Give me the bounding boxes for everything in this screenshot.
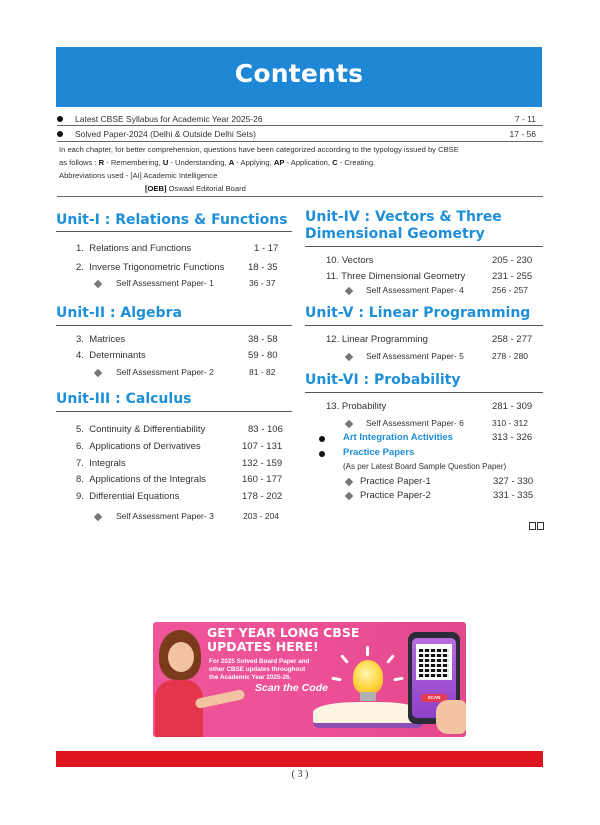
lightbulb-base	[360, 692, 376, 701]
lightbulb-icon	[353, 660, 383, 694]
unit-heading-3[interactable]: Unit-III : Calculus	[56, 391, 192, 407]
diamond-icon	[345, 478, 353, 486]
note-code: U	[162, 158, 169, 167]
divider	[305, 325, 543, 326]
practice-paper-label: Practice Paper-2	[360, 490, 431, 501]
contents-header	[56, 47, 542, 107]
divider	[305, 392, 543, 393]
scan-the-code-text: Scan the Code	[255, 682, 328, 694]
bullet-icon	[57, 131, 63, 137]
banner-title-line: GET YEAR LONG CBSE	[207, 625, 360, 640]
sap-label: Self Assessment Paper- 1	[116, 278, 214, 288]
note-text: - Understanding,	[168, 158, 229, 167]
note-text: as follows :	[59, 158, 99, 167]
footer-bar	[56, 751, 543, 767]
diamond-icon	[345, 287, 353, 295]
note-code: C	[332, 158, 338, 167]
diamond-icon	[345, 353, 353, 361]
chapter-label: 11. Three Dimensional Geometry	[326, 271, 466, 282]
banner-title-line: UPDATES HERE!	[207, 639, 319, 654]
divider	[57, 141, 543, 142]
chapter-label: 9. Differential Equations	[76, 491, 180, 502]
chapter-label: 5. Continuity & Differentiability	[76, 424, 206, 435]
unit-heading-6[interactable]: Unit-VI : Probability	[305, 372, 461, 388]
page-number: ( 3 )	[291, 769, 309, 780]
banner-title	[207, 626, 367, 654]
diamond-icon	[94, 513, 102, 521]
note-code: AP	[273, 158, 285, 167]
sap-label: Self Assessment Paper- 6	[366, 418, 464, 428]
sap-pages: 203 - 204	[243, 511, 279, 521]
note-line: Abbreviations used - [AI] Academic Intelligence	[59, 171, 218, 180]
chapter-row[interactable]	[326, 334, 543, 348]
practice-paper-pages: 331 - 335	[493, 490, 534, 501]
cbse-updates-banner[interactable]	[153, 622, 466, 737]
chapter-row[interactable]	[76, 424, 292, 438]
art-integration-row[interactable]	[319, 432, 543, 446]
item-label: Solved Paper-2024 (Delhi & Outside Delhi Sets)	[75, 129, 256, 139]
note-line	[59, 182, 545, 195]
unit-heading-4[interactable]	[305, 209, 502, 243]
bullet-icon	[57, 116, 63, 122]
diamond-icon	[94, 280, 102, 288]
chapter-row[interactable]	[76, 491, 292, 505]
item-pages: 7 - 11	[514, 114, 536, 124]
scan-button[interactable]: SCAN	[421, 694, 447, 702]
chapter-pages: 1 - 17	[254, 243, 279, 254]
sap-row[interactable]	[344, 351, 543, 365]
sap-label: Self Assessment Paper- 3	[116, 511, 214, 521]
banner-subtitle-line: other CBSE updates throughout	[209, 666, 306, 673]
sap-row[interactable]	[94, 278, 292, 292]
unit-heading-2[interactable]: Unit-II : Algebra	[56, 305, 182, 321]
divider	[57, 196, 543, 197]
note-line	[59, 156, 545, 169]
sap-label: Self Assessment Paper- 2	[116, 367, 214, 377]
sap-pages: 310 - 312	[492, 418, 528, 428]
item-pages: 17 - 56	[509, 129, 536, 139]
sap-pages: 278 - 280	[492, 351, 528, 361]
note-code: R	[98, 158, 105, 167]
chapter-row[interactable]	[326, 401, 543, 415]
banner-subtitle-line: For 2025 Solved Board Paper and	[209, 658, 310, 665]
diamond-icon	[94, 369, 102, 377]
light-ray	[366, 646, 369, 656]
chapter-pages: 38 - 58	[248, 334, 278, 345]
chapter-pages: 160 - 177	[242, 474, 283, 485]
sap-row[interactable]	[344, 285, 543, 299]
item-label: Latest CBSE Syllabus for Academic Year 2025-26	[75, 114, 263, 124]
unit-heading-line: Dimensional Geometry	[305, 226, 485, 242]
chapter-label: 7. Integrals	[76, 458, 126, 469]
chapter-pages: 59 - 80	[248, 350, 278, 361]
sap-row[interactable]	[94, 511, 292, 525]
chapter-row[interactable]	[76, 334, 292, 348]
chapter-label: 13. Probability	[326, 401, 387, 412]
bullet-icon	[319, 436, 325, 442]
practice-papers-row[interactable]	[319, 447, 543, 461]
note-line: In each chapter, for better comprehension, questions have been categorized according to the typology issued by CBSE	[59, 145, 459, 154]
chapter-pages: 231 - 255	[492, 271, 533, 282]
diamond-icon	[345, 420, 353, 428]
sap-pages: 81 - 82	[249, 367, 276, 377]
note-code: A	[228, 158, 235, 167]
unit-heading-1[interactable]: Unit-I : Relations & Functions	[56, 212, 288, 228]
chapter-row[interactable]	[326, 255, 543, 269]
chapter-row[interactable]	[326, 271, 543, 285]
chapter-pages: 107 - 131	[242, 441, 283, 452]
note-text: - Creating.	[337, 158, 376, 167]
sap-pages: 256 - 257	[492, 285, 528, 295]
sap-label: Self Assessment Paper- 4	[366, 285, 464, 295]
girl-body	[155, 680, 203, 737]
practice-note	[343, 462, 543, 476]
unit-heading-line: Unit-IV : Vectors & Three	[305, 209, 502, 225]
chapter-label: 4. Determinants	[76, 350, 146, 361]
chapter-label: 2. Inverse Trigonometric Functions	[76, 262, 225, 273]
chapter-label: 1. Relations and Functions	[76, 243, 192, 254]
chapter-row[interactable]	[76, 441, 292, 455]
open-book-icon	[313, 702, 423, 728]
note-text: - Applying,	[234, 158, 274, 167]
practice-note-text: (As per Latest Board Sample Question Paper)	[343, 462, 507, 471]
hand-illustration	[436, 700, 466, 734]
practice-paper-row[interactable]	[344, 476, 543, 490]
chapter-label: 12. Linear Programming	[326, 334, 428, 345]
sap-pages: 36 - 37	[249, 278, 276, 288]
divider	[56, 411, 292, 412]
bullet-icon	[319, 451, 325, 457]
unit-heading-5[interactable]: Unit-V : Linear Programming	[305, 305, 531, 321]
note-text: - Remembering,	[104, 158, 163, 167]
chapter-label: 6. Applications of Derivatives	[76, 441, 201, 452]
chapter-row[interactable]	[76, 350, 292, 364]
sap-label: Self Assessment Paper- 5	[366, 351, 464, 361]
practice-papers-label: Practice Papers	[343, 447, 415, 458]
chapter-row[interactable]	[76, 262, 292, 276]
qr-code-pattern	[419, 647, 449, 677]
sap-row[interactable]	[344, 418, 543, 432]
divider	[56, 325, 292, 326]
chapter-pages: 18 - 35	[248, 262, 278, 273]
light-ray	[386, 654, 395, 664]
chapter-row[interactable]	[76, 243, 292, 257]
note-text: Oswaal Editorial Board	[166, 184, 246, 193]
banner-subtitle-line: the Academic Year 2025-26.	[209, 674, 292, 681]
chapter-row[interactable]	[76, 458, 292, 472]
chapter-label: 8. Applications of the Integrals	[76, 474, 206, 485]
girl-face	[168, 642, 194, 672]
practice-paper-label: Practice Paper-1	[360, 476, 431, 487]
typology-note	[59, 143, 545, 195]
practice-paper-pages: 327 - 330	[493, 476, 534, 487]
diamond-icon	[345, 492, 353, 500]
note-code: [OEB]	[145, 184, 167, 193]
art-integration-label: Art Integration Activities	[343, 432, 453, 443]
chapter-pages: 132 - 159	[242, 458, 283, 469]
chapter-pages: 178 - 202	[242, 491, 283, 502]
chapter-row[interactable]	[76, 474, 292, 488]
chapter-pages: 83 - 106	[248, 424, 283, 435]
divider	[57, 125, 543, 126]
chapter-pages: 258 - 277	[492, 334, 533, 345]
sap-row[interactable]	[94, 367, 292, 381]
chapter-pages: 281 - 309	[492, 401, 533, 412]
chapter-label: 3. Matrices	[76, 334, 126, 345]
page-title: Contents	[234, 59, 364, 88]
chapter-pages: 205 - 230	[492, 255, 533, 266]
practice-paper-row[interactable]	[344, 490, 543, 504]
chapter-label: 10. Vectors	[326, 255, 374, 266]
light-ray	[393, 677, 403, 682]
note-text: - Application,	[284, 158, 333, 167]
art-integration-pages: 313 - 326	[492, 432, 533, 443]
divider	[56, 231, 292, 232]
divider	[305, 246, 543, 247]
double-square-icon	[529, 522, 545, 530]
